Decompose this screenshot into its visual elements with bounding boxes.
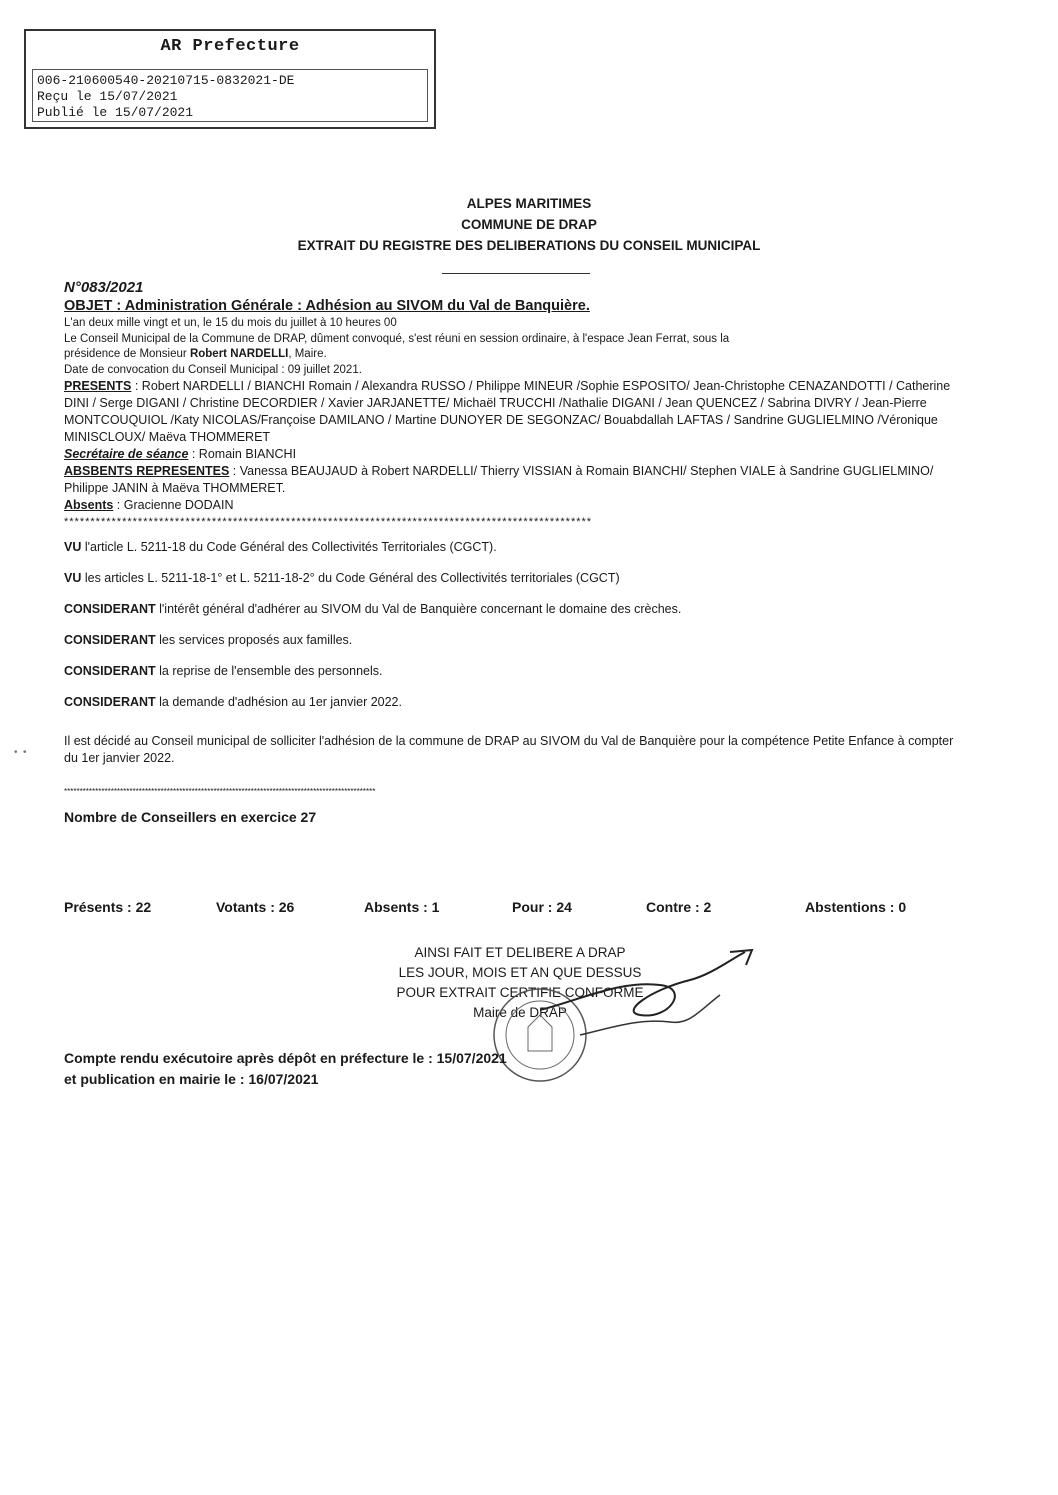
secretary-name: : Romain BIANCHI xyxy=(188,447,297,461)
absents-label: Absents xyxy=(64,498,114,512)
presents-list xyxy=(64,378,970,446)
councillors-count: Nombre de Conseillers en exercice 27 xyxy=(64,809,317,825)
separator-stars: **************************************************************************************************** xyxy=(64,516,593,528)
represented-label: ABSBENTS REPRESENTES xyxy=(64,464,230,478)
considerant-item xyxy=(64,663,970,680)
scan-mark-icon: • • xyxy=(14,747,27,758)
secretary-label: Secrétaire de séance xyxy=(64,447,189,461)
ar-published-date: Publié le 15/07/2021 xyxy=(37,105,194,120)
considerant-item xyxy=(64,570,970,587)
deliberation-object: OBJET : Administration Générale : Adhésion au SIVOM du Val de Banquière. xyxy=(64,298,590,314)
count-contre: Contre : 2 xyxy=(646,899,712,915)
count-abstentions: Abstentions : 0 xyxy=(805,899,907,915)
considerant-item xyxy=(64,632,970,649)
footer-line-2: et publication en mairie le : 16/07/2021 xyxy=(64,1071,319,1087)
sign-line-4: Maire de DRAP xyxy=(473,1005,567,1020)
register-title: EXTRAIT DU REGISTRE DES DELIBERATIONS DU CONSEIL MUNICIPAL xyxy=(297,238,761,253)
session-place: Le Conseil Municipal de la Commune de DRAP, dûment convoqué, s'est réuni en session ordinaire, à l'espace Jean Ferrat, sous la xyxy=(64,332,730,345)
sign-line-2: LES JOUR, MOIS ET AN QUE DESSUS xyxy=(398,965,642,980)
president-name: Robert NARDELLI xyxy=(189,348,289,360)
considerant-text: les articles L. 5211-18-1° et L. 5211-18-2° du Code Général des Collectivités territoriales (CGCT) xyxy=(81,571,620,585)
deliberation-body xyxy=(64,279,970,826)
considerant-keyword: VU xyxy=(64,571,82,585)
count-votants: Votants : 26 xyxy=(216,899,295,915)
considerant-text: l'intérêt général d'adhérer au SIVOM du Val de Banquière concernant le domaine des crèches. xyxy=(155,602,682,616)
mayor-signature-icon xyxy=(520,940,770,1050)
deliberation-number: N°083/2021 xyxy=(64,279,144,296)
session-president xyxy=(64,347,970,363)
session-info xyxy=(64,316,970,378)
president-prefix: présidence de Monsieur xyxy=(64,348,190,360)
secretary xyxy=(64,446,970,463)
considerant-keyword: CONSIDERANT xyxy=(64,602,156,616)
footer-note xyxy=(64,1048,507,1090)
sign-line-1: AINSI FAIT ET DELIBERE A DRAP xyxy=(414,945,626,960)
ar-title: AR Prefecture xyxy=(160,37,300,56)
represented-names: : Vanessa BEAUJAUD à Robert NARDELLI/ Thierry VISSIAN à Romain BIANCHI/ Stephen VIALE à Sandrine GUGLIELMINO/ Philippe JANIN à Maëva THOMMERET. xyxy=(64,464,934,495)
department-name: ALPES MARITIMES xyxy=(466,196,592,211)
header-divider xyxy=(442,273,590,274)
separator-stars-2: **************************************************************************************************** xyxy=(64,787,376,796)
considerant-text: les services proposés aux familles. xyxy=(155,633,353,647)
footer-line-1: Compte rendu exécutoire après dépôt en préfecture le : 15/07/2021 xyxy=(64,1050,507,1066)
sign-line-3: POUR EXTRAIT CERTIFIE CONFORME xyxy=(396,985,644,1000)
considerant-text: l'article L. 5211-18 du Code Général des Collectivités Territoriales (CGCT). xyxy=(81,540,497,554)
count-absents: Absents : 1 xyxy=(364,899,440,915)
absents-names: : Gracienne DODAIN xyxy=(113,498,234,512)
considerant-text: la reprise de l'ensemble des personnels. xyxy=(155,664,383,678)
considerant-item xyxy=(64,694,970,711)
presents-names: : Robert NARDELLI / BIANCHI Romain / Alexandra RUSSO / Philippe MINEUR /Sophie ESPOSITO/ Jean-Christophe CENAZANDOTTI / Catherine DINI / Serge DIGANI / Christine DECORDIER / Xavier JARJANETTE/ Michaël TRUCCHI /Nathalie DIGANI / Jean QUENCEZ / Sabrina DIVRY / Jean-Pierre MONTCOUQUIOL /Katy NICOLAS/Françoise DAMILANO / Martine DUNOYER DE SEGONZAC/ Bouabdallah LAFTAS / Sandrine GUGLIELMINO /Véronique MINISCLOUX/ Maëva THOMMERET xyxy=(64,379,951,444)
considerant-item xyxy=(64,539,970,556)
considerant-text: la demande d'adhésion au 1er janvier 2022. xyxy=(155,695,402,709)
convocation-date: Date de convocation du Conseil Municipal : 09 juillet 2021. xyxy=(64,363,362,376)
count-presents: Présents : 22 xyxy=(64,899,152,915)
represented-list xyxy=(64,463,970,497)
ar-details xyxy=(32,69,428,122)
decision-text: Il est décidé au Conseil municipal de solliciter l'adhésion de la commune de DRAP au SIVOM du Val de Banquière pour la compétence Petite Enfance à compter du 1er janvier 2022. xyxy=(64,734,954,765)
absents-list xyxy=(64,497,970,514)
considerants-list xyxy=(64,539,970,711)
ar-reference: 006-210600540-20210715-0832021-DE xyxy=(37,73,295,88)
considerant-keyword: VU xyxy=(64,540,82,554)
president-suffix: , Maire. xyxy=(288,348,327,360)
commune-name: COMMUNE DE DRAP xyxy=(461,217,597,232)
presents-label: PRESENTS xyxy=(64,379,132,393)
count-pour: Pour : 24 xyxy=(512,899,572,915)
considerant-keyword: CONSIDERANT xyxy=(64,633,156,647)
session-date: L'an deux mille vingt et un, le 15 du mois du juillet à 10 heures 00 xyxy=(64,317,397,329)
ar-received-date: Reçu le 15/07/2021 xyxy=(37,89,178,104)
document-header xyxy=(0,193,1058,256)
ar-prefecture-stamp xyxy=(24,29,436,129)
vote-counts xyxy=(64,899,964,923)
considerant-keyword: CONSIDERANT xyxy=(64,664,156,678)
considerant-keyword: CONSIDERANT xyxy=(64,695,156,709)
considerant-item xyxy=(64,601,970,618)
